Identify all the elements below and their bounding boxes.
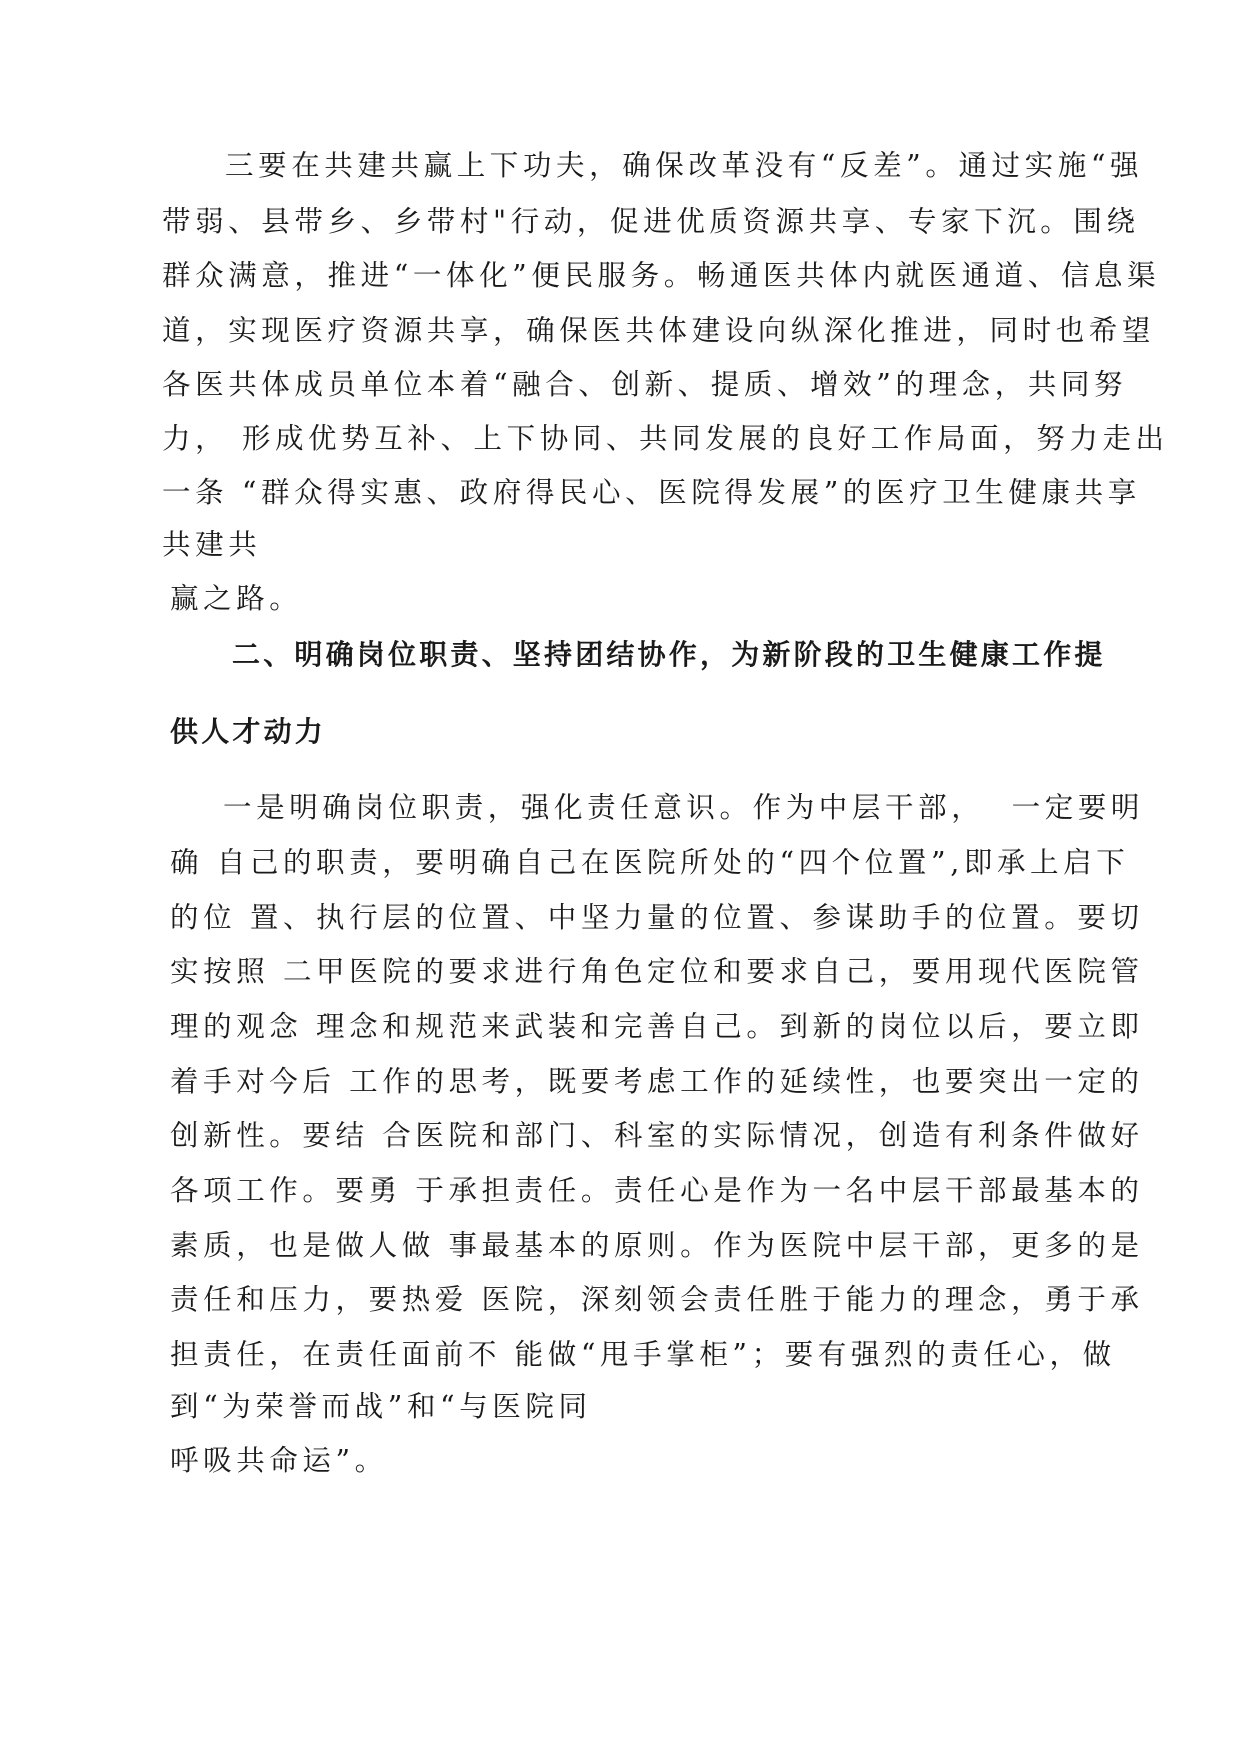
paragraph-2-line-11: 担责任，在责任面前不 能做“甩手掌柜”；要有强烈的责任心，做 xyxy=(170,1338,1116,1371)
paragraph-1-line-9: 赢之路。 xyxy=(170,582,303,615)
paragraph-1-line-4: 道，实现医疗资源共享，确保医共体建设向纵深化推进，同时也希望 xyxy=(162,314,1156,347)
paragraph-1-line-8: 共建共 xyxy=(162,528,262,561)
paragraph-2-line-8: 各项工作。要勇 于承担责任。责任心是作为一名中层干部最基本的 xyxy=(170,1174,1144,1207)
paragraph-1-line-3: 群众满意，推进“一体化”便民服务。畅通医共体内就医通道、信息渠 xyxy=(162,259,1161,292)
paragraph-2-line-2: 确 自己的职责，要明确自己在医院所处的“四个位置”,即承上启下 xyxy=(170,846,1130,879)
paragraph-1-line-7: 一条 “群众得实惠、政府得民心、医院得发展”的医疗卫生健康共享 xyxy=(162,476,1141,509)
section-heading-line-2: 供人才动力 xyxy=(170,715,327,748)
paragraph-1-line-5: 各医共体成员单位本着“融合、创新、提质、增效”的理念，共同努 xyxy=(162,368,1128,401)
paragraph-1-line-1: 三要在共建共赢上下功夫，确保改革没有“反差”。通过实施“强 xyxy=(225,149,1144,182)
paragraph-2-line-3: 的位 置、执行层的位置、中坚力量的位置、参谋助手的位置。要切 xyxy=(170,901,1144,934)
paragraph-2-line-7: 创新性。要结 合医院和部门、科室的实际情况，创造有利条件做好 xyxy=(170,1119,1144,1152)
paragraph-2-line-1: 一是明确岗位职责，强化责任意识。作为中层干部， 一定要明 xyxy=(223,791,1145,824)
paragraph-1-line-6: 力， 形成优势互补、上下协同、共同发展的良好工作局面，努力走出 xyxy=(162,422,1169,455)
paragraph-1-line-2: 带弱、县带乡、乡带村"行动，促进优质资源共享、专家下沉。围绕 xyxy=(162,205,1140,238)
paragraph-2-line-5: 理的观念 理念和规范来武装和完善自己。到新的岗位以后，要立即 xyxy=(170,1010,1144,1043)
paragraph-2-line-12: 到“为荣誉而战”和“与医院同 xyxy=(170,1390,592,1423)
paragraph-2-line-9: 素质，也是做人做 事最基本的原则。作为医院中层干部，更多的是 xyxy=(170,1229,1144,1262)
paragraph-2-line-13: 呼吸共命运”。 xyxy=(170,1444,388,1477)
section-heading-line-1: 二、明确岗位职责、坚持团结协作，为新阶段的卫生健康工作提 xyxy=(232,638,1106,671)
paragraph-2-line-4: 实按照 二甲医院的要求进行角色定位和要求自己，要用现代医院管 xyxy=(170,955,1144,988)
paragraph-2-line-6: 着手对今后 工作的思考，既要考虑工作的延续性，也要突出一定的 xyxy=(170,1065,1144,1098)
paragraph-2-line-10: 责任和压力，要热爱 医院，深刻领会责任胜于能力的理念，勇于承 xyxy=(170,1283,1144,1316)
